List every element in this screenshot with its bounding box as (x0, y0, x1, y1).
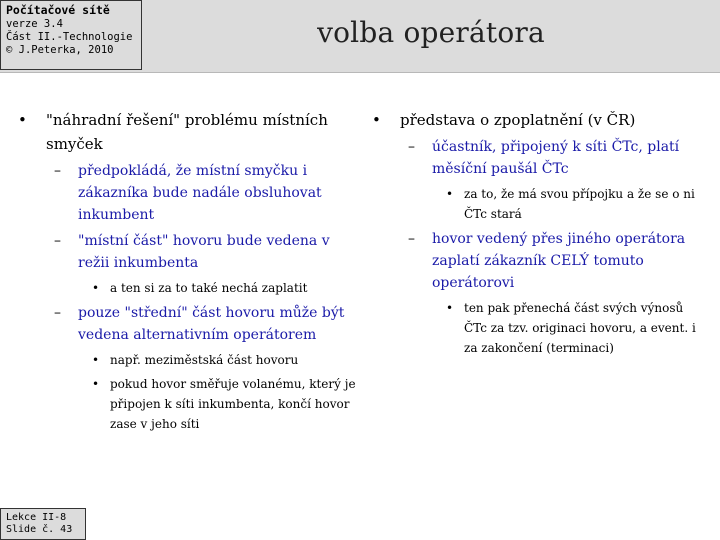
version-label: verze 3.4 (6, 18, 63, 30)
left-bullet-1 (18, 108, 358, 156)
slide-title: volba operátora (317, 16, 545, 49)
left-sub-3 (18, 302, 358, 346)
copyright-label: © J.Peterka, 2010 (6, 44, 114, 56)
part-label: Část II.-Technologie (6, 31, 133, 43)
left-column (18, 108, 358, 434)
bullet-dot: • (92, 377, 100, 391)
right-sub-2-text: hovor vedený přes jiného operátora zaplatí zákazník CELÝ tomuto operátorovi (432, 231, 686, 291)
bullet-dot: • (92, 281, 100, 295)
bullet-dot: • (446, 301, 454, 315)
bullet-dash: – (54, 305, 61, 321)
left-sub-3-item-1-text: např. meziměstská část hovoru (110, 353, 299, 367)
right-sub-2 (372, 228, 708, 294)
course-info-box (0, 0, 142, 70)
course-name: Počítačové sítě (6, 3, 110, 17)
left-sub-3-item-2 (18, 374, 358, 434)
slide-footer-box (0, 508, 86, 540)
bullet-dash: – (54, 233, 61, 249)
left-sub-2 (18, 230, 358, 274)
left-bullet-1-text: "náhradní řešení" problému místních smyček (46, 111, 328, 153)
right-sub-1 (372, 136, 708, 180)
left-sub-3-text: pouze "střední" část hovoru může být vedena alternativním operátorem (78, 305, 345, 343)
right-sub-1-text: účastník, připojený k síti ČTc, platí měsíční paušál ČTc (432, 139, 680, 177)
left-sub-2-text: "místní část" hovoru bude vedena v režii inkumbenta (78, 233, 330, 271)
left-sub-3-item-1 (18, 350, 358, 370)
bullet-dot: • (372, 111, 381, 129)
bullet-dash: – (408, 139, 415, 155)
left-sub-3-item-2-text: pokud hovor směřuje volanému, který je připojen k síti inkumbenta, končí hovor zase v jeho síti (110, 377, 356, 431)
right-sub-1-item-1 (372, 184, 708, 224)
bullet-dot: • (446, 187, 454, 201)
right-bullet-1-text: představa o zpoplatnění (v ČR) (400, 111, 636, 129)
left-sub-2-item-1-text: a ten si za to také nechá zaplatit (110, 281, 308, 295)
left-sub-2-item-1 (18, 278, 358, 298)
bullet-dot: • (92, 353, 100, 367)
right-sub-1-item-1-text: za to, že má svou přípojku a že se o ni ČTc stará (464, 187, 695, 221)
bullet-dash: – (408, 231, 415, 247)
left-sub-1 (18, 160, 358, 226)
right-sub-2-item-1-text: ten pak přenechá část svých výnosů ČTc za tzv. originaci hovoru, a event. i za zakončení (terminaci) (464, 301, 696, 355)
right-sub-2-item-1 (372, 298, 708, 358)
bullet-dash: – (54, 163, 61, 179)
slide-number-label: Slide č. 43 (6, 524, 73, 535)
bullet-dot: • (18, 111, 27, 129)
lecture-label: Lekce II-8 (6, 512, 67, 523)
right-bullet-1 (372, 108, 708, 132)
left-sub-1-text: předpokládá, že místní smyčku i zákazníka bude nadále obsluhovat inkumbent (78, 163, 322, 223)
right-column (372, 108, 708, 358)
